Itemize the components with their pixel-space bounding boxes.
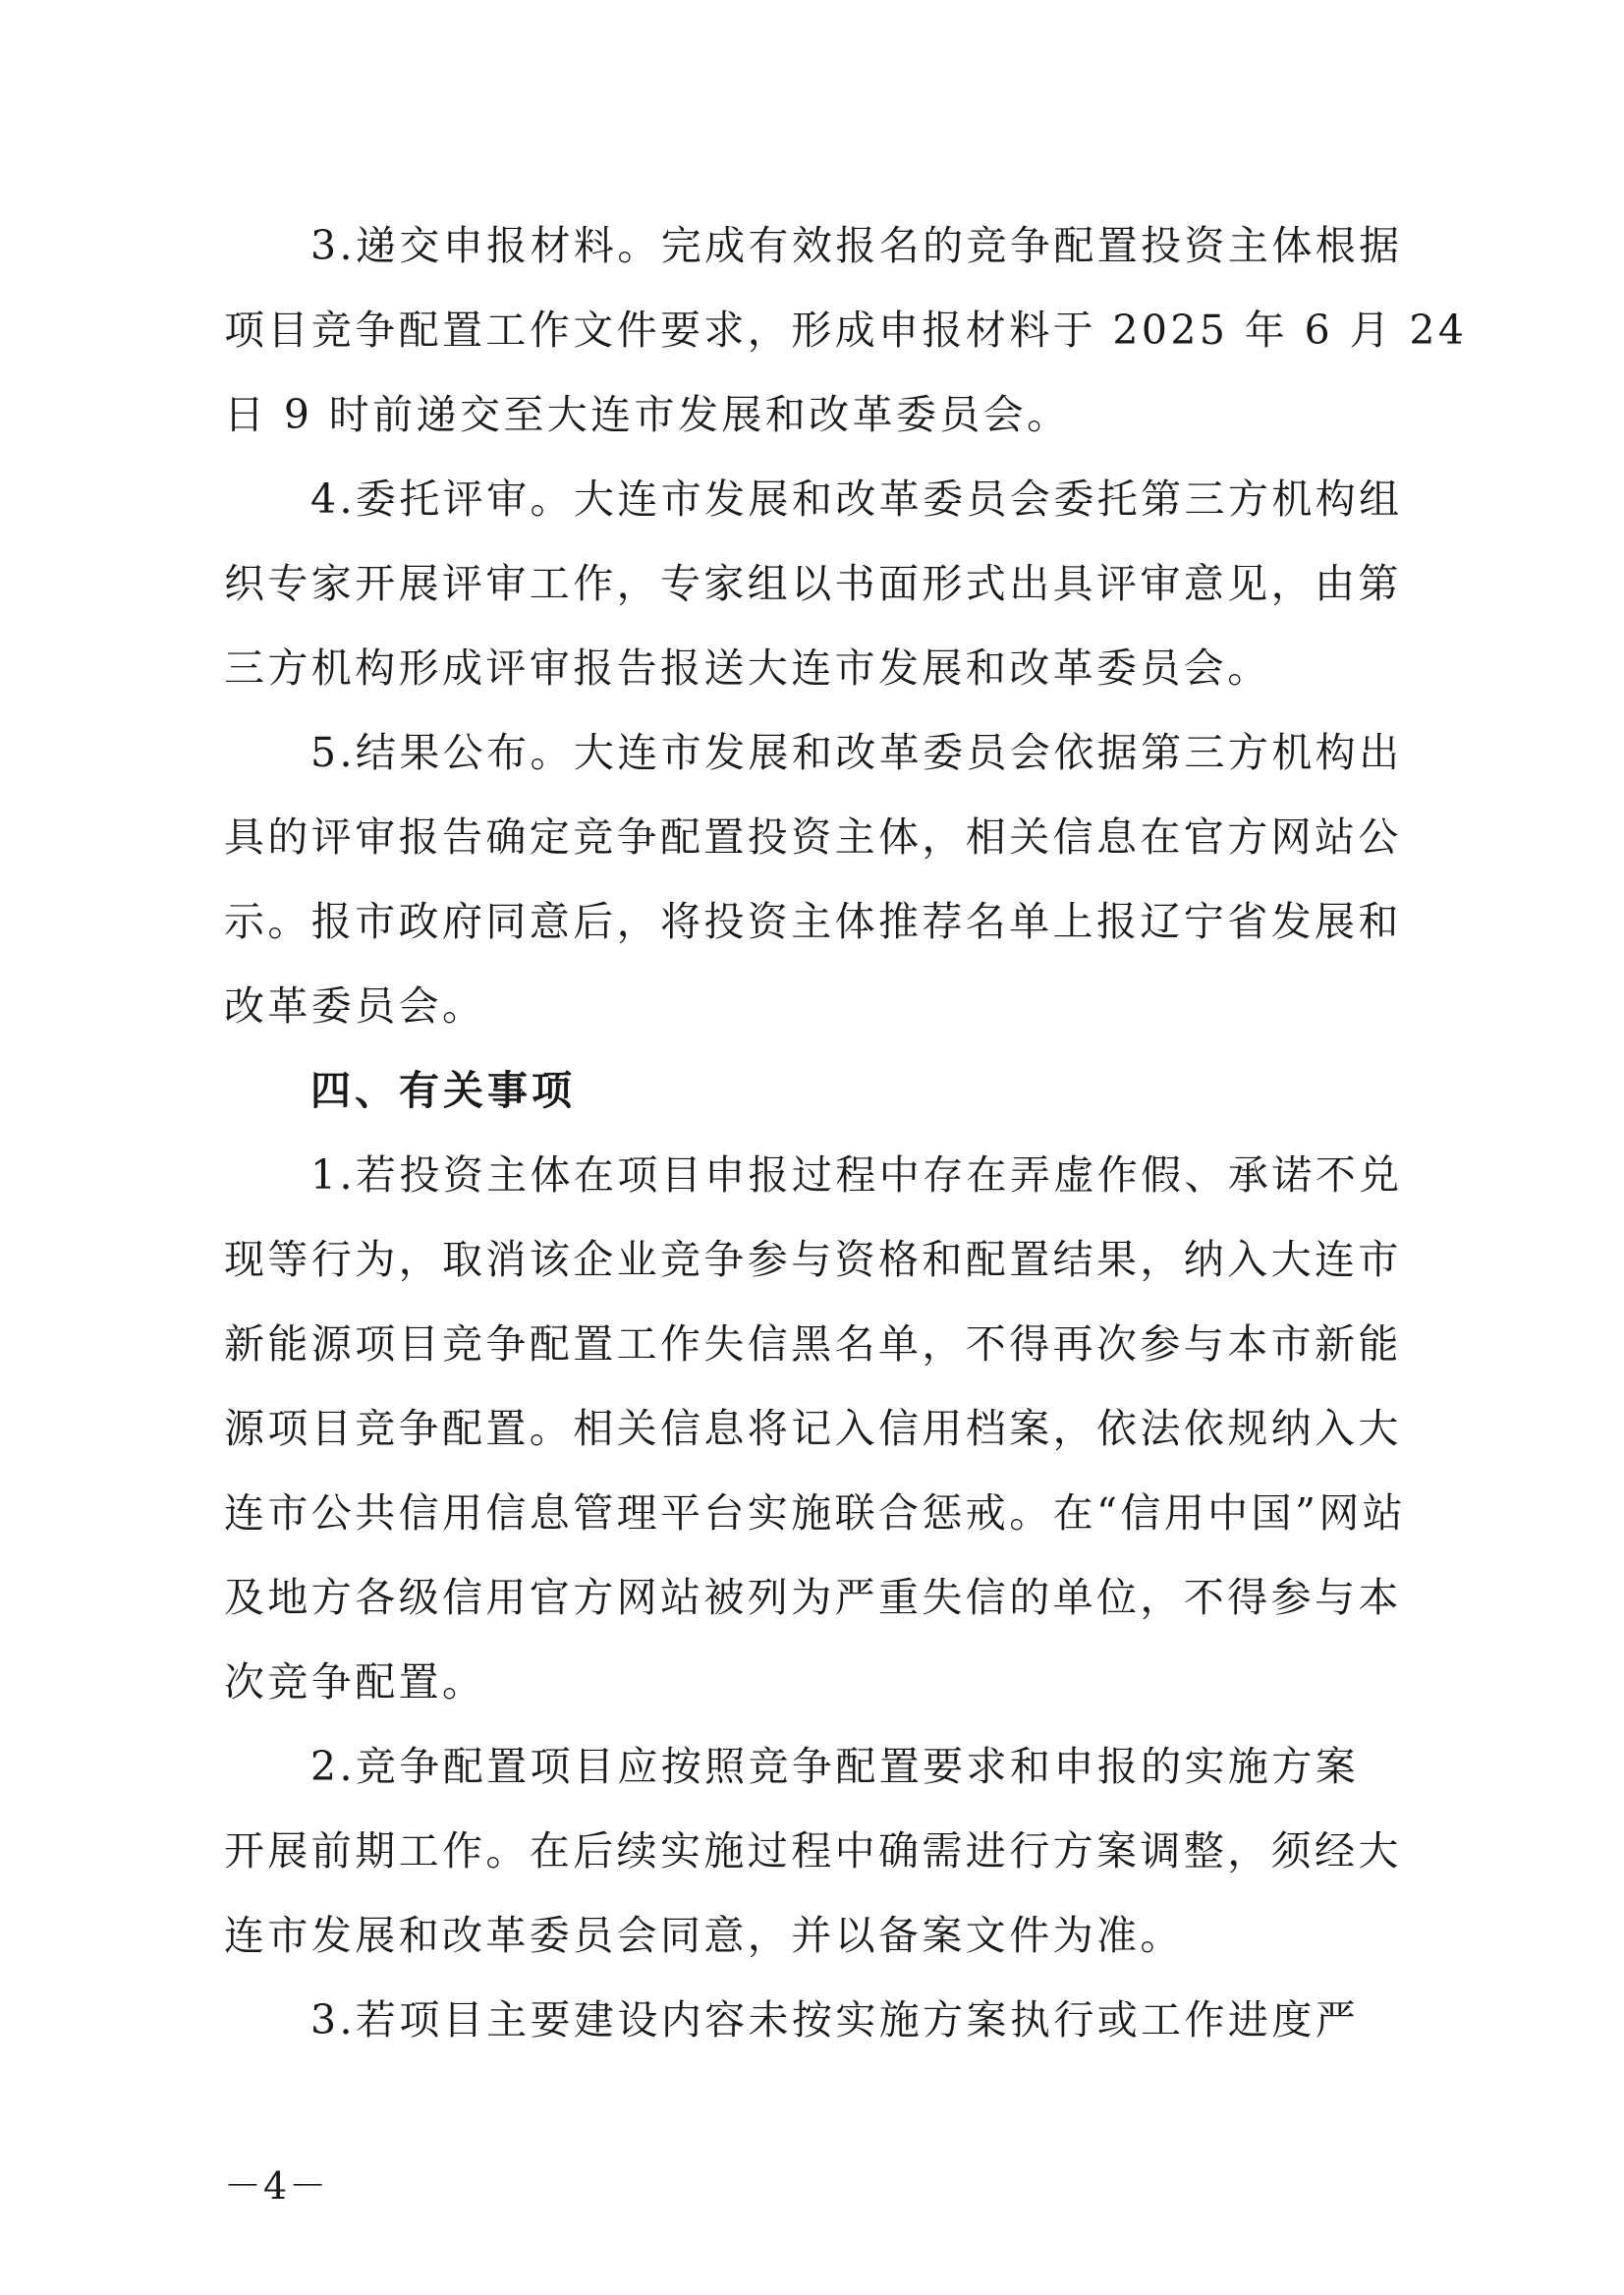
paragraph-line: 2.竞争配置项目应按照竞争配置要求和申报的实施方案 [310,1743,1360,1790]
document-body [224,218,1468,2077]
page-number: －4－ [224,2164,329,2208]
paragraph-line: 3.若项目主要建设内容未按实施方案执行或工作进度严 [310,1996,1360,2043]
paragraph-line: 三方机构形成评审报告报送大连市发展和改革委员会。 [224,644,1271,692]
paragraph-line: 1.若投资主体在项目申报过程中存在弄虚作假、承诺不兑 [310,1151,1403,1199]
paragraph-line: 新能源项目竞争配置工作失信黑名单，不得再次参与本市新能 [224,1320,1402,1368]
paragraph-line: 改革委员会。 [224,982,486,1030]
paragraph-line: 项目竞争配置工作文件要求，形成申报材料于 2025 年 6 月 24 [224,307,1468,354]
section-heading: 四、有关事项 [310,1067,576,1114]
paragraph-line: 及地方各级信用官方网站被列为严重失信的单位，不得参与本 [224,1574,1402,1621]
paragraph-line: 现等行为，取消该企业竞争参与资格和配置结果，纳入大连市 [224,1236,1402,1283]
paragraph-line: 连市发展和改革委员会同意，并以备案文件为准。 [224,1912,1184,1959]
paragraph-line: 连市公共信用信息管理平台实施联合惩戒。在“信用中国”网站 [224,1489,1407,1537]
paragraph-line: 开展前期工作。在后续实施过程中确需进行方案调整，须经大 [224,1827,1402,1875]
paragraph-line: 3.递交申报材料。完成有效报名的竞争配置投资主体根据 [310,222,1403,269]
paragraph-line: 日 9 时前递交至大连市发展和改革委员会。 [224,391,1071,438]
paragraph-line: 源项目竞争配置。相关信息将记入信用档案，依法依规纳入大 [224,1405,1402,1452]
paragraph-line: 次竞争配置。 [224,1658,486,1706]
paragraph-line: 5.结果公布。大连市发展和改革委员会依据第三方机构出 [310,729,1403,776]
paragraph-line: 织专家开展评审工作，专家组以书面形式出具评审意见，由第 [224,560,1402,607]
paragraph-line: 4.委托评审。大连市发展和改革委员会委托第三方机构组 [310,476,1403,523]
paragraph-line: 示。报市政府同意后，将投资主体推荐名单上报辽宁省发展和 [224,898,1402,945]
paragraph-line: 具的评审报告确定竞争配置投资主体，相关信息在官方网站公 [224,813,1402,861]
